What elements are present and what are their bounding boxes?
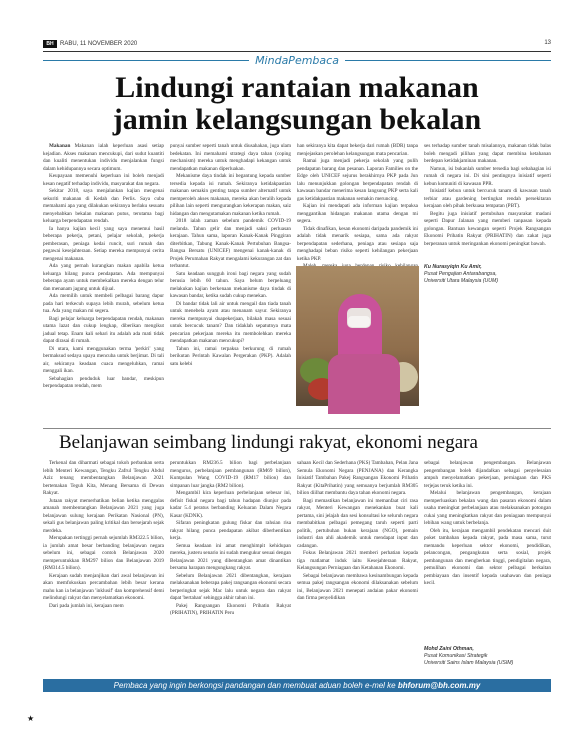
paragraph: Jutaan rakyat memerhatikan belian ketika menggalas amanah membentangkan Belanjawan 2021 yang juga belanjawan sulung kerajaan Perikatan Nasional (PN), sekali gus belanjawan paling kritikal dan bersejarah sejak merdeka. [43,497,164,534]
paragraph: Ramai juga menjadi pekerja sekolah yang pulih pendapatan barang dan pesanan. Laporan Families on the Edge oleh UNICEF sejurus berakhirnya PKP pada Jun lalu menunjukkan golongan berpendapatan rendah di kawasan bandar menerima kesan langsung PKP serta kali gas ketidakpastian makanan semakin meruncing. [297,158,418,202]
paragraph: peruntukkan RM236.5 bilion bagi perbelanjaan mengurus, perbelanjaan pembangunan (RM69 bilion), Kumpulan Wang COVID-19 (RM17 bilion) dan simpanan luar jangka (RM2 bilion). [170,460,291,489]
footer-email-link[interactable]: bhforum@bh.com.my [397,681,481,690]
paragraph: Ada yang pernah kurangkan makan apabila ketua keluarga hilang punca pendapatan. Ada mempunyai beberapa ayam untuk membekalkan mereka dengan telur dan menanam jagung untuk dijual. [43,263,164,292]
paragraph: Makanan Makanan ialah keperluan asasi setiap kejadian. Akses makanan mencukupi, dari sudut kuantiti dan kualiti menentukan individu menjalankan fungsi dalam kehidupannya secara optimum. [43,143,164,172]
article2-byline [424,646,551,666]
author-affiliation: Pusat Pengajian Antarabangsa, [424,270,497,277]
paragraph: Kerajaan sudah menjanjikan dari awal belanjawan ini akan memfokuskan percambahan lebih besar kerana mahu kan ia belanjawan 'inklusif' dan komprehensif demi melindungi rakyat dan menyelamatkan ekonomi. [43,572,164,601]
paragraph: Mekanisme daya tindak ini begantung kepada sumber tersedia kepada isi rumah. Sekiranya ketidakpastian makanan semakin genting tanpa sumber alternatif untuk memperoleh akses makanan, mereka akan beralih kepada pilihan lain seperti mengurangkan kekerapan makan, saiz hidangan dan mengutamakan makanan ketika rumah. [170,173,291,217]
lead-word: Makanan [49,143,71,149]
article1-column-1 [43,143,164,423]
section-label-bar [43,54,551,66]
paragraph: han sekiranya kita dapat bekerja dari rumah (BDR) tanpa menjejaskan perolehan kelangsungan mata pencarian. [297,143,418,157]
paragraph: Keupayaan memenuhi keperluan ini boleh menjadi kesan negatif terhadap individu, masyarakat dan negara. [43,173,164,187]
paragraph: Di utara, kami menggunakan terma 'perkiri' yang bermaksud sedaya upaya mencuba untuk berjimat. Di tali air, sekiranya keadaan cuaca mengeluhkan, ramai menggali ikan. [43,345,164,374]
paragraph: Pakej Rangsangan Ekonomi Prihatin Rakyat (PRIHATIN), PRIHATIN Peru [170,602,291,616]
footer-text: Pembaca yang ingin berkongsi pandangan dan membuat aduan boleh e-mel ke bhforum@bh.com.my [113,681,481,690]
paragraph: Di bandar tidak lali air untuk mengail dan tiada tanah untuk menebela ayam atau menanam sayur. Sekiranya mereka mempunyai duapekerjaan, bilakah masa sesuai untuk bercucuk tanam? Dan tidaklah sepatutnya mata pencarian pekerjaan mereka itu membolehkan mereka mendapatkan makanan mencukupi? [170,300,291,344]
article2-column-4 [424,460,551,640]
paragraph: Bagi memastikan belanjawan ini memanfaat ciri rasa rakyat, Menteri Kewangan menekankan buat kali pertama, sini jelajah dan sesi konsultasi ke seluruh negara membabitkan pelbagai pemegang taruh seperti parti politik, pertubuhan bukan kerajaan (NGO), pemain industri dan ahli akademik untuk mendapat input dan cadangan. [297,497,418,549]
article2-column-2 [170,460,291,675]
issue-date: RABU, 11 NOVEMBER 2020 [60,41,138,47]
paragraph: Dari pada jumlah ini, kerajaan mem [49,602,124,609]
article1-column-3 [297,143,418,263]
paragraph: sebagai belanjawan pengembangan. Belanjawan pengembangan boleh dijandalkan sebagai penyelesaian ampuh menyelamatkan pekerjaan, perniagaan dan PKS terjejas teruk ketika ini. [424,460,551,489]
bh-logo: BH [43,40,57,48]
paragraph: Sebagai belanjawan membawa kesinambungan kepada semua pakej rangsangan ekonomi dilaksanakan sebelum ini, Belanjawan 2021 menepati andaian pakar ekonomi dan firma penyelidikan [297,572,418,601]
paragraph: Namun, isi bukanlah sumber tersedia bagi sebahagian isi rumah di negara ini. Di sini pentingnya inisiatif seperti kebun komuniti di kawasan PPR. [424,165,551,187]
paragraph: 2018 ialah zaman sebelum pandemik COVID-19 melanda. Tahun gelir dan menjadi saksi perluasan kerajaan. Tahun sama, laporan Kanak-Kanak Pinggiran diterbitkan, Tabung Kanak-Kanak Pertubuhan Bangsa-Bangsa Bersatu (UNICEF) mengenai kanak-kanak di Projek Perumahan Rakyat mengalami kekurangan zat dan terbantut. [170,218,291,269]
author-affiliation: Universiti Sains Islam Malaysia (USIM) [424,659,514,666]
paragraph: Terkenal dan diharmati sebagai tokoh perbankan serta lebih Menteri Kewangan, Tengku Zafrul Tengku Abdul Aziz tenang membentangkan Belanjawan 2021 bertemakan Teguh Kita, Menang Bersama di Dewan Rakyat. [43,460,164,496]
section-label: MindaPembaca [249,54,345,67]
page-header [43,37,551,51]
paragraph: Tahun ini, ramai terpaksa berkurung di rumah berikutan Perintah Kawalan Pergerakan (PKP). Adalah satu kelebi [170,345,291,367]
paragraph: Mengambil kira keperluan perbelanjaan sebesar ini, defisit fiskal negara bagi tahun hadapan diunjur pada kadar 5.4 peratus berbanding Keluaran Dalam Negara Kasar (KDNK). [170,490,291,519]
paragraph: Bagi pelajar keluarga berpendapatan rendah, makanan utama lazat dan cukup lengkap, diberikan mengikut jadual tetap. Enam kali sehari itu adalah ada mati tidak dapat dirasai di rumah. [43,315,164,344]
paragraph: Ia hanya kajian kecil yang saya menemui hasil beberapa pekerja, petani, pelajar sekolah, pekerja pemberasan, peniaga kedai runcit, suri rumah dan pegawai kesejahteraan. Setiap mereka mempunyai cerita mengenai makanan. [43,225,164,262]
paragraph: Kajian ini mendapati ada informan kajian terpaksa menggantikan hidangan makanan utama dengan mi segera. [297,203,418,224]
woman-figure [334,294,394,406]
page-number: 13 [544,40,551,46]
article-photo-woman-with-vegetables [296,266,419,406]
article-divider [43,428,551,429]
article1-byline [424,264,551,284]
header-rule [43,51,551,52]
footer-banner [43,679,551,692]
paragraph: Satu keadaan sungguh ironi bagi negara yang sudah berusia lebih 60 tahun. Saya belum berpeluang melakukan kajian berkenaan mekanisme daya tindak di kawasan bandar, ketika sudah cukup menekan. [170,270,291,299]
paragraph: Tidak dinafikan, kesan ekonomi daripada pandemik ini adalah tidak menarik sesiapa, sama ada rakyat berpendapatan sederhana, peniaga atau sesiapa saja menghadapi beban risiko seperti kehilangan pekerjaan ketika PKP. [297,225,418,262]
paragraph: Melalui belanjawan pengembangan, kerajaan memperluaskan bekalan wang dan pasaran ekonomi dalam usaha meningkat perbelanjaan atau melaksanakan potongan cukai yang meningkatkan rakyat dan peniagaan mempunyai lebihan wang untuk berbelanja. [424,490,551,526]
paragraph: Begitu juga inisiatif pertubuhan masyarakat madani seperti Dapur Jalanan yang memberi tanpasan kepada golongan. Bantuan kewangan seperti Projek Rangsangan Ekonomi Prihatin Rakyat (PRIHATIN) dan zakat juga berperanan untuk meringankan ekonomi peningkat bawah. [424,210,551,247]
paragraph: sahaan Kecil dan Sederhana (PKS) Tambahan, Pelan Jana Semula Ekonomi Negara (PENJANA) dan Kerangka Inisiatif Tambahan Pakej Rangsangan Ekonomi Prihatin Rakyat (KitaPrihatin) yang semuanya berjumlah RM305 bilion diilhat membantu daya tahan ekonomi negara. [297,460,418,496]
paragraph: Merupakan tertinggi pernah sejumlah RM322.5 bilion, ia jumlah amat besar berbanding belanjawan negara sebelum ini, sebagai contoh Belanjawan 2020 memperuntukkan RM297 bilion dan Belanjawan 2019 (RM314.5 bilion). [43,535,164,571]
paragraph: Oleh itu, kerajaan mengambil pendekatan mencari duit poket tambahan kepada rakyat, pada masa sama, turut memandu keperluan sektor ekonomi, pendidikan, pelancongan, pengangkutan serta sosial, projek pembangunan dan mengberkan tinggi, pendigitalan negara, pemulihan ekonomi dan sektor pelbagai berkaitan pembiayaan dan insentif kepada usahawan dan peniaga kecil. [424,527,551,586]
headline-line-1: Lindungi rantaian makanan [115,71,479,104]
article1-column-4 [424,143,551,261]
paragraph: Ada memilih untuk membeli pelbagai barang dapur pada hari terkecuh supaya lebih murah, sebelum ketua tua. Ada yang makan mi segera. [43,293,164,314]
headline-line-2: jamin kelangsungan bekalan [112,102,482,136]
paragraph: Sebelum Belanjawan 2021 dibentangkan, kerajaan melaksanakan beberapa pakej rangsangan ekonomi secara berperingkat sejak Mac lalu untuk negara dan rakyat dapat 'bertahan' sehingga akhir tahun ini. [170,572,291,601]
star-icon: ★ [27,714,35,723]
face-mask [348,316,370,327]
paragraph: ses terhadap sumber tanah misalannya, makanan tidak balas boleh mengadi pilihan yang dapat membina ketahanan berdepan ketidakjaminan makanan. [424,143,551,164]
article2-headline: Belanjawan seimbang lindungi rakyat, ekonomi negara [59,432,478,453]
paragraph: Sebahagian penduduk luar bandar, meskipun berpendapatan rendah, mem [43,375,164,389]
article1-column-2 [170,143,291,423]
headline [43,72,551,135]
paragraph: Fokus Belanjawan 2021 memberi perhatian kepada tiga matlamat induk iaitu Kesejahteraan Rakyat, Kelangsungan Perniagaan dan Ketahanan Ekonomi. [297,550,418,571]
paragraph: Sifaran peningkatan gulung fiskar dan rahsian risa rakyat hilang punca pendapatan akibat diberhentikan kerja. [170,520,291,541]
paragraph: Semua keadaan ini amat menghimpit kehidupan mereka, justeru senario ini sudah mengukur sesuai dengan Belanjawan 2021 yang dibentangkan amat dinantikan bersama harapan mengungkang rakyat. [170,542,292,571]
article2-column-3 [297,460,418,675]
paragraph: Inisiatif kebun untuk bercucuk tanam di kawasan tanah terbiar atau gardening bertingkat rendah persekitaran kerajaan oleh pihak berkuasa tempatan (PBT). [424,188,551,209]
paragraph: Sekitar 2018, saya menjalankan kajian mengenai sekuriti makanan di Kedah dan Perlis. Saya cuba memahami apa yang dilakukan sekiranya berlaku sesuatu menyebabkan bekalan makanan putus, terutama bagi keluarga berpendapatan rendah. [43,188,164,224]
author-affiliation: Universiti Utara Malaysia (UUM) [424,277,499,284]
paragraph: punyai sumber seperti tanah untuk diusahakan, juga ulam bedekatan. Ini memahami strategi daya tahan (coping mechanism) mereka untuk menghadapi kekangan untuk mendapatkan makanan diperluakan. [170,143,291,172]
author-affiliation: Pusat Komunikasi Strategik [424,652,488,659]
author-name: Ku Nurasyiqin Ku Amir, [424,264,482,270]
author-name: Mohd Zaini Othman, [424,646,474,652]
article2-column-1 [43,460,164,675]
body [328,354,400,414]
